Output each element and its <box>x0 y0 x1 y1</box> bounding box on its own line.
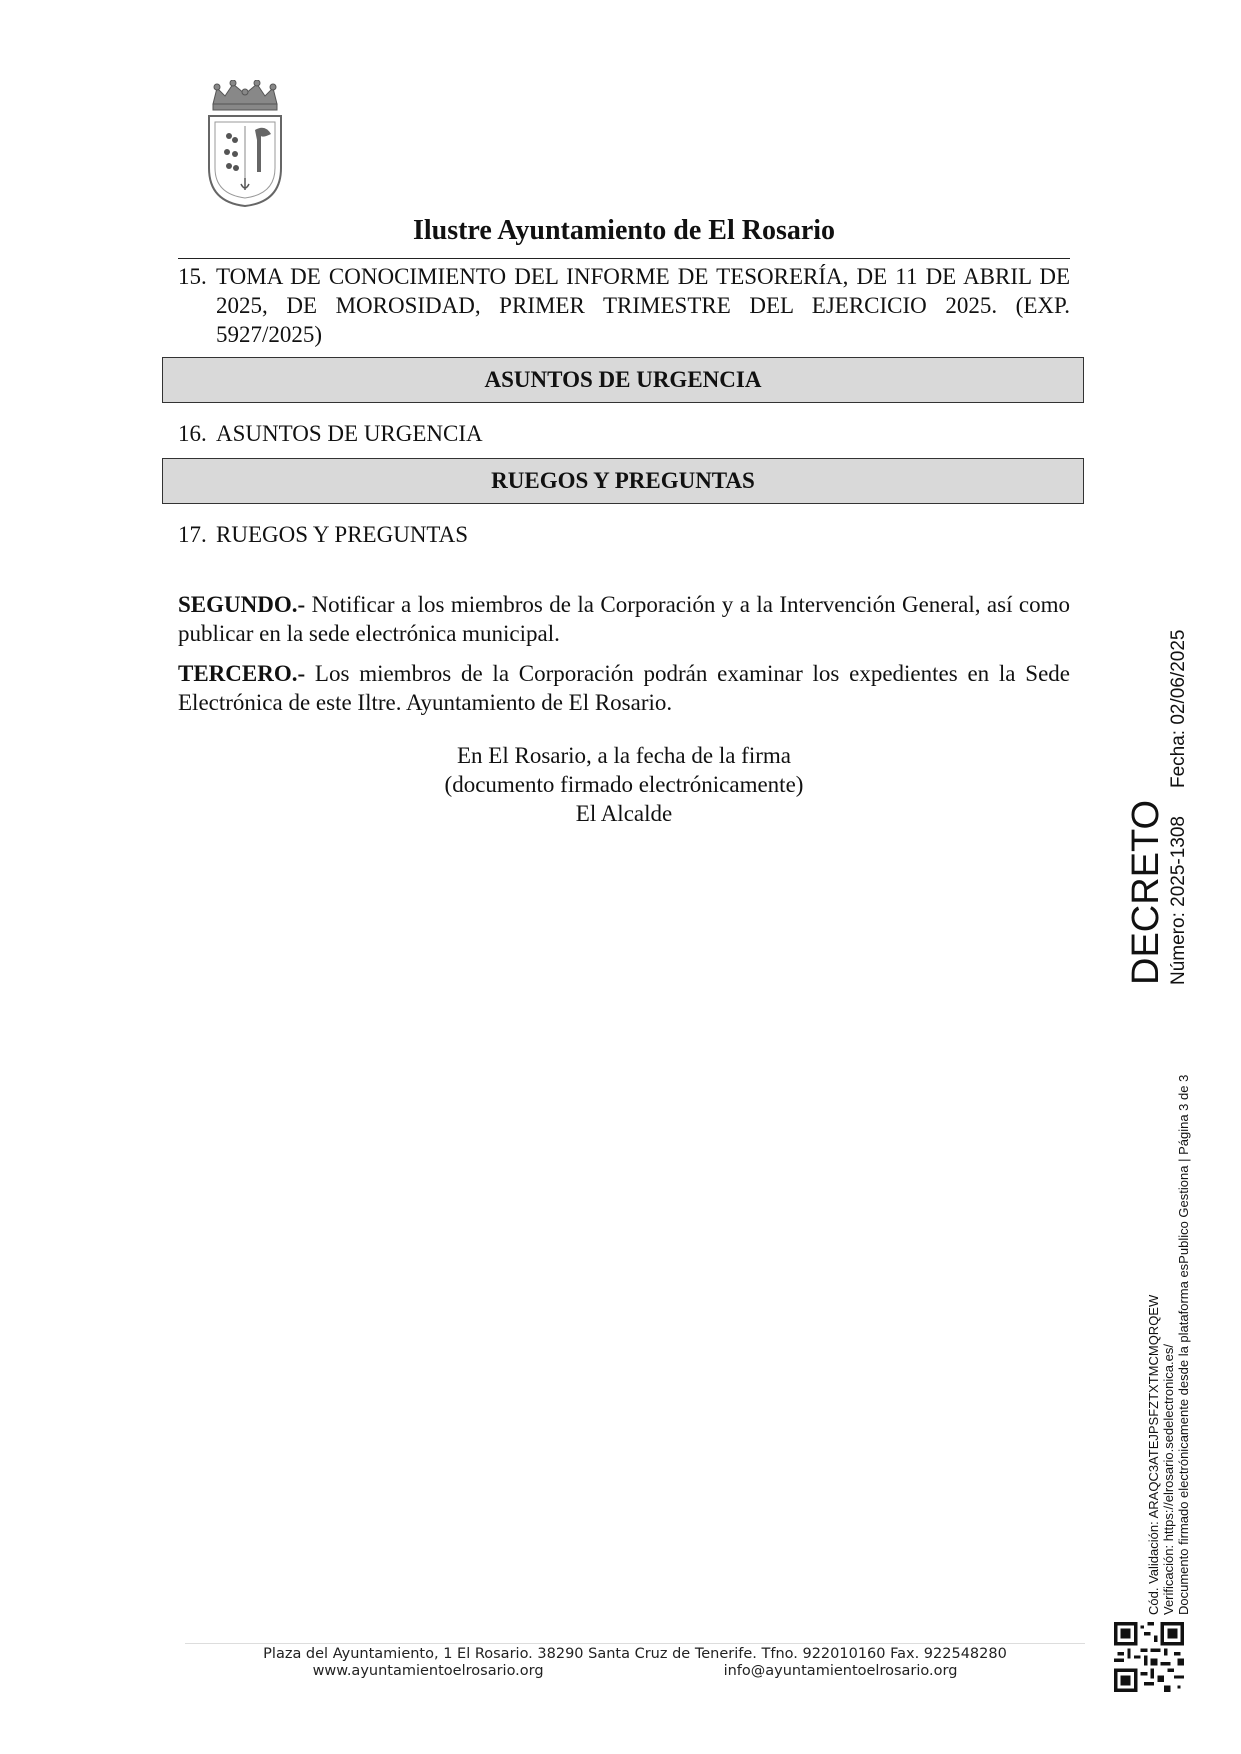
agenda-item-text: RUEGOS Y PREGUNTAS <box>216 522 469 547</box>
resolution-text: Notificar a los miembros de la Corporación y a la Intervención General, así como publicar en la sede electrónica municipal. <box>178 592 1070 646</box>
section-header-urgencia: ASUNTOS DE URGENCIA <box>162 357 1084 403</box>
decree-number: Número: 2025-1308 <box>1168 816 1189 985</box>
signed-platform-note: Documento firmado electrónicamente desde la plataforma esPublico Gestiona | Página 3 de 3 <box>1176 1074 1191 1615</box>
validation-code: Cód. Validación: ARAQC3ATEJPSFZTXTMCMQRQEW <box>1146 1294 1161 1615</box>
validation-block <box>1146 1075 1191 1615</box>
resolution-label: TERCERO.- <box>178 661 306 686</box>
agenda-item-text: ASUNTOS DE URGENCIA <box>216 421 483 446</box>
closing-block <box>178 741 1070 828</box>
verification-url: Verificación: https://elrosario.sedelectronica.es/ <box>1161 1344 1176 1615</box>
agenda-item-number: 15. <box>178 264 207 289</box>
agenda-item-text: TOMA DE CONOCIMIENTO DEL INFORME DE TESORERÍA, DE 11 DE ABRIL DE 2025, DE MOROSIDAD, PRIMER TRIMESTRE DEL EJERCICIO 2025. (EXP. 5927/2025) <box>216 264 1070 347</box>
footer-address: Plaza del Ayuntamiento, 1 El Rosario. 38290 Santa Cruz de Tenerife. Tfno. 922010160 Fax. 922548280 <box>263 1646 1007 1662</box>
resolution-text: Los miembros de la Corporación podrán examinar los expedientes en la Sede Electrónica de este Iltre. Ayuntamiento de El Rosario. <box>178 661 1070 715</box>
qr-code-icon <box>1114 1622 1184 1692</box>
closing-place-date: En El Rosario, a la fecha de la firma <box>457 743 791 768</box>
section-header-ruegos: RUEGOS Y PREGUNTAS <box>162 458 1084 504</box>
agenda-item-number: 16. <box>178 421 207 446</box>
resolution-tercero <box>178 659 1070 717</box>
resolution-label: SEGUNDO.- <box>178 592 306 617</box>
agenda-item-16 <box>178 419 1070 448</box>
closing-signed-note: (documento firmado electrónicamente) <box>444 772 804 797</box>
organization-title: Ilustre Ayuntamiento de El Rosario <box>412 215 836 246</box>
agenda-item-17 <box>178 520 1070 549</box>
agenda-item-15 <box>178 262 1070 349</box>
agenda-item-number: 17. <box>178 522 207 547</box>
coat-of-arms-logo <box>205 80 285 210</box>
footer-email-link[interactable]: info@ayuntamientoelrosario.org <box>723 1663 958 1679</box>
closing-signatory: El Alcalde <box>575 801 673 826</box>
decree-stamp-title: DECRETO <box>1125 799 1167 985</box>
decree-stamp-meta <box>1168 630 1190 985</box>
page-footer <box>185 1646 1085 1680</box>
footer-divider <box>185 1643 1085 1644</box>
decree-date: Fecha: 02/06/2025 <box>1168 629 1189 788</box>
resolution-segundo <box>178 590 1070 648</box>
footer-website-link[interactable]: www.ayuntamientoelrosario.org <box>312 1663 544 1679</box>
title-divider <box>178 258 1070 259</box>
